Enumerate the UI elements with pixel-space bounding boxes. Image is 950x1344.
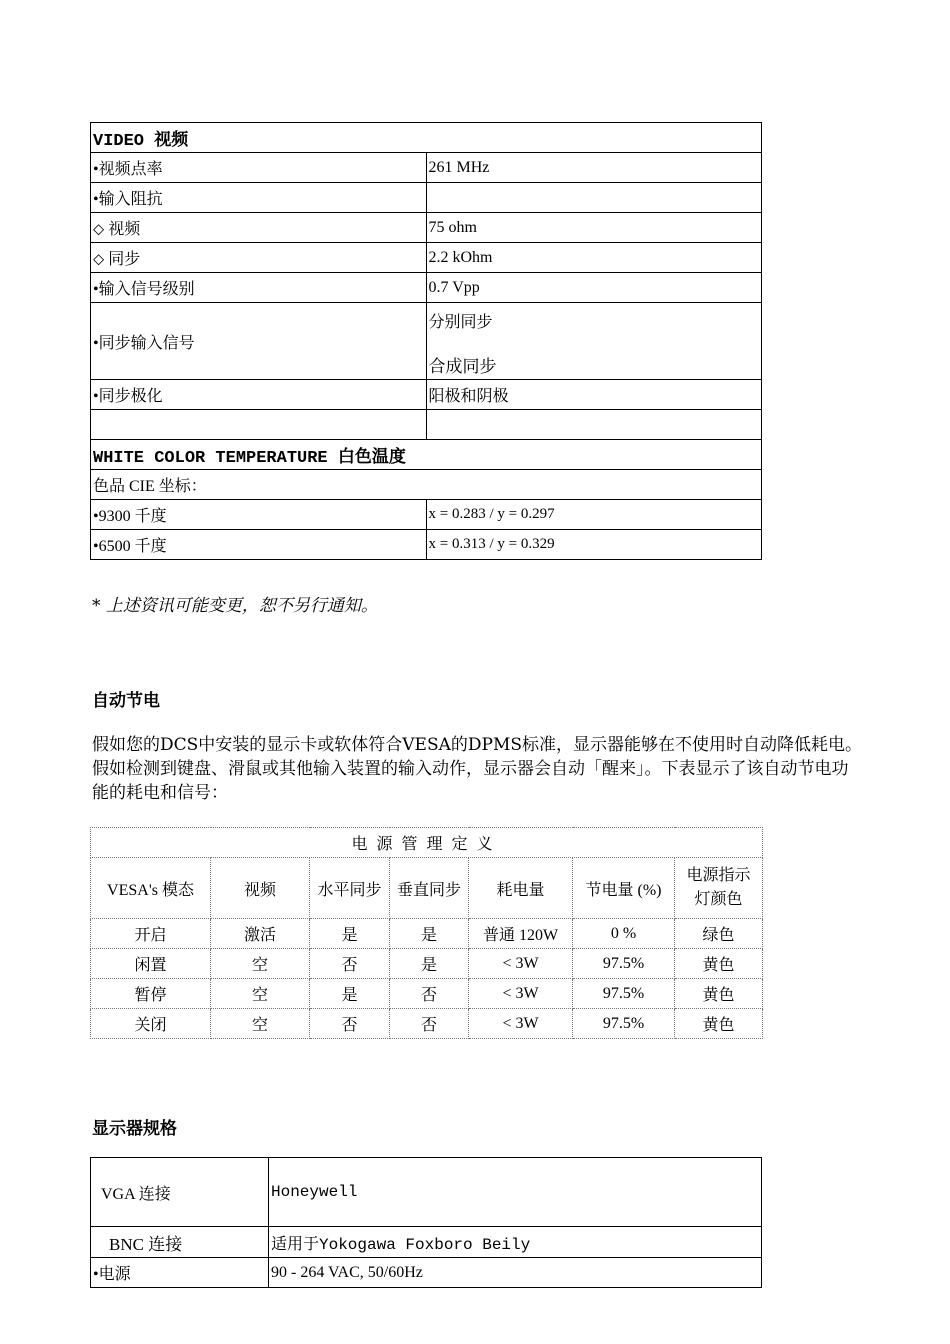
table-row [91, 1258, 762, 1288]
cie-label: 色品 CIE 坐标： [91, 470, 762, 500]
table-row [91, 410, 762, 440]
table-row [91, 153, 762, 183]
spec-value: 75 ohm [426, 213, 762, 243]
table-cell: 是 [310, 979, 390, 1009]
spec-value [426, 183, 762, 213]
table-row [91, 243, 762, 273]
spec-label: •电源 [91, 1258, 269, 1288]
sync-value-composite: 合成同步 [428, 357, 497, 377]
spec-value: 0.7 Vpp [426, 273, 762, 303]
power-table [90, 827, 763, 1039]
table-cell: 97.5% [573, 1009, 675, 1039]
table-cell: 0 % [573, 919, 675, 949]
table-row [91, 919, 763, 949]
table-row [91, 1158, 762, 1227]
table-cell: 暂停 [91, 979, 211, 1009]
spec-value: x = 0.283 / y = 0.297 [426, 500, 762, 530]
spec-label: •9300 千度 [91, 500, 427, 530]
table-row [91, 1227, 762, 1258]
table-row [91, 213, 762, 243]
table-row [91, 949, 763, 979]
table-cell: 否 [390, 979, 469, 1009]
table-cell: 关闭 [91, 1009, 211, 1039]
spec-label: •6500 千度 [91, 530, 427, 560]
table-row [91, 530, 762, 560]
table-cell: 是 [390, 949, 469, 979]
table-cell: 是 [390, 919, 469, 949]
spec-value: 2.2 kOhm [426, 243, 762, 273]
empty-cell [91, 410, 427, 440]
spec-label: VGA 连接 [91, 1158, 269, 1227]
table-cell: 黄色 [675, 949, 763, 979]
spec-label: ⬦ 视频 [91, 213, 427, 243]
table-cell: 闲置 [91, 949, 211, 979]
spec-label: •同步输入信号 [91, 303, 427, 380]
table-cell: 空 [211, 1009, 310, 1039]
table-row [91, 380, 762, 410]
table-cell: < 3W [469, 979, 573, 1009]
empty-cell [426, 410, 762, 440]
power-paragraph: 假如您的DCS中安装的显示卡或软体符合VESA的DPMS标准，显示器能够在不使用时自动降低耗电。假如检测到键盘、滑鼠或其他输入装置的输入动作，显示器会自动「醒来」。下表显示了该自动节电功能的耗电和信号： [92, 735, 863, 803]
monitor-spec-table [90, 1157, 762, 1288]
spec-label: •输入阻抗 [91, 183, 427, 213]
table-cell: < 3W [469, 1009, 573, 1039]
table-cell: 开启 [91, 919, 211, 949]
table-row [91, 470, 762, 500]
table-row [91, 440, 762, 470]
table-row [91, 500, 762, 530]
spec-label: •同步极化 [91, 380, 427, 410]
disclaimer-note: * 上述资讯可能变更，恕不另行通知。 [92, 596, 378, 616]
column-header: 电源指示灯颜色 [675, 858, 763, 919]
sync-value-separate: 分别同步 [428, 314, 493, 331]
table-row [91, 1009, 763, 1039]
column-header: 耗电量 [469, 858, 573, 919]
table-cell: 97.5% [573, 949, 675, 979]
table-row [91, 979, 763, 1009]
table-cell: 黄色 [675, 979, 763, 1009]
video-header: VIDEO 视频 [91, 123, 762, 153]
spec-label: ⬦ 同步 [91, 243, 427, 273]
table-cell: 否 [310, 1009, 390, 1039]
monitor-heading: 显示器规格 [92, 1119, 177, 1139]
table-cell: 绿色 [675, 919, 763, 949]
video-spec-table [90, 122, 762, 560]
spec-value: Honeywell [269, 1158, 762, 1227]
spec-value: 阳极和阴极 [426, 380, 762, 410]
table-cell: 空 [211, 979, 310, 1009]
spec-value: 261 MHz [426, 153, 762, 183]
table-cell: 否 [390, 1009, 469, 1039]
column-header: 垂直同步 [390, 858, 469, 919]
table-cell: 空 [211, 949, 310, 979]
table-row [91, 273, 762, 303]
white-temp-header: WHITE COLOR TEMPERATURE 白色温度 [91, 440, 762, 470]
column-header: 水平同步 [310, 858, 390, 919]
spec-value: 90 - 264 VAC, 50/60Hz [269, 1258, 762, 1288]
spec-value: x = 0.313 / y = 0.329 [426, 530, 762, 560]
column-header: 视频 [211, 858, 310, 919]
table-cell: 激活 [211, 919, 310, 949]
spec-value [426, 303, 762, 380]
spec-label: BNC 连接 [91, 1227, 269, 1258]
spec-label: •输入信号级别 [91, 273, 427, 303]
table-row [91, 123, 762, 153]
table-row [91, 183, 762, 213]
column-header: 节电量 (%) [573, 858, 675, 919]
table-row [91, 303, 762, 380]
table-cell: 黄色 [675, 1009, 763, 1039]
table-header-row [91, 858, 763, 919]
table-cell: < 3W [469, 949, 573, 979]
column-header: VESA's 模态 [91, 858, 211, 919]
table-cell: 是 [310, 919, 390, 949]
table-row [91, 828, 763, 858]
spec-label: •视频点率 [91, 153, 427, 183]
table-cell: 普通 120W [469, 919, 573, 949]
spec-value: 适用于Yokogawa Foxboro Beily [269, 1227, 762, 1258]
table-cell: 97.5% [573, 979, 675, 1009]
power-heading: 自动节电 [92, 691, 160, 711]
table-cell: 否 [310, 949, 390, 979]
power-table-title: 电源管理定义 [91, 828, 763, 858]
